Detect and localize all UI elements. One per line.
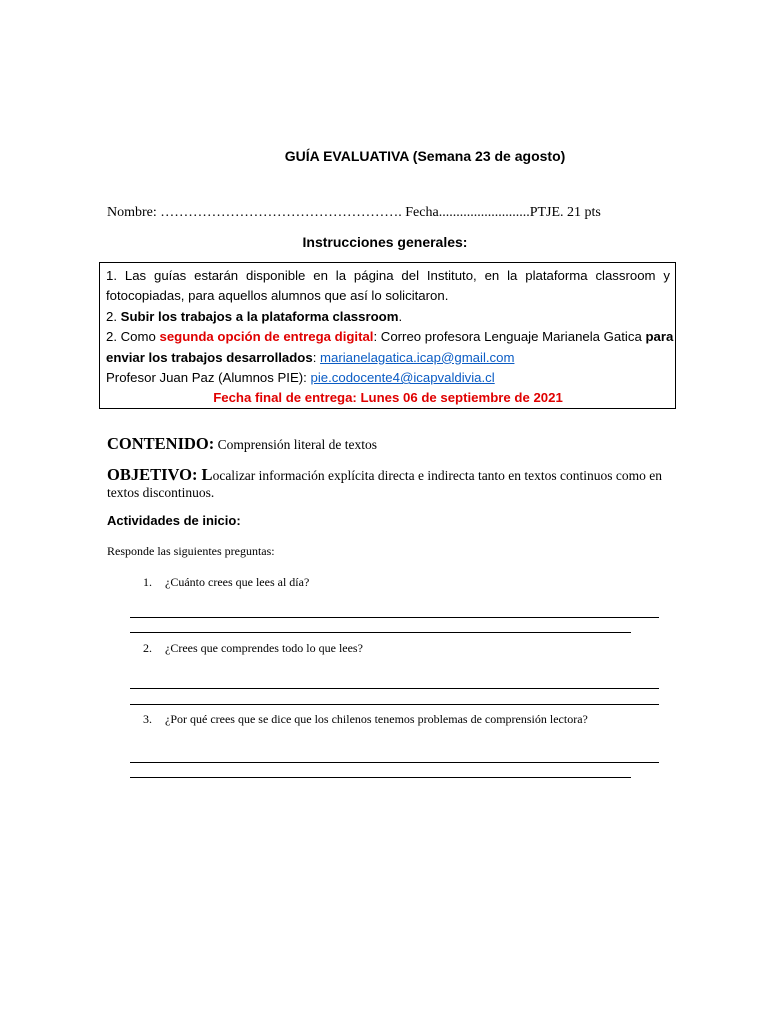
objetivo-label: OBJETIVO: L xyxy=(107,465,213,484)
instruction-line-3-start: 2. Como xyxy=(106,329,160,345)
answer-line[interactable] xyxy=(130,777,631,778)
instruction-line-3-middle: : Correo profesora Lenguaje Marianela Gatica xyxy=(373,329,646,345)
instruction-line-2-end: . xyxy=(398,308,403,324)
answer-line[interactable] xyxy=(130,688,659,689)
activities-instructions: Responde las siguientes preguntas: xyxy=(107,544,275,558)
content-line xyxy=(107,434,377,454)
activities-heading: Actividades de inicio: xyxy=(107,513,241,528)
upload-instruction: Subir los trabajos a la plataforma classroom xyxy=(120,308,399,324)
answer-line[interactable] xyxy=(130,704,659,705)
send-work-colon: : xyxy=(312,349,321,365)
instruction-line-5 xyxy=(106,368,670,388)
question-text: ¿Cuánto crees que lees al día? xyxy=(165,575,310,589)
answer-line[interactable] xyxy=(130,632,631,633)
objective-paragraph xyxy=(107,466,682,501)
question-number: 3. xyxy=(143,712,152,726)
objetivo-text: ocalizar información explícita directa e indirecta tanto en textos continuos como en textos discontinuos. xyxy=(107,468,663,500)
send-work-label: enviar los trabajos desarrollados xyxy=(106,349,313,365)
instruction-line-2-number: 2. xyxy=(106,308,121,324)
question-1 xyxy=(143,575,309,590)
contenido-label: CONTENIDO: xyxy=(107,434,215,453)
page-title: GUÍA EVALUATIVA (Semana 23 de agosto) xyxy=(284,148,566,164)
question-number: 2. xyxy=(143,641,152,655)
second-option-highlight: segunda opción de entrega digital xyxy=(159,329,374,345)
deadline-text: Fecha final de entrega: Lunes 06 de septiembre de 2021 xyxy=(213,390,563,406)
instructions-heading: Instrucciones generales: xyxy=(302,234,468,250)
teacher-email-link[interactable]: marianelagatica.icap@gmail.com xyxy=(320,349,515,365)
answer-line[interactable] xyxy=(130,762,659,763)
instruction-line-3 xyxy=(106,327,674,347)
instruction-line-2 xyxy=(106,307,670,327)
instruction-line-1b: fotocopiadas, para aquellos alumnos que así lo solicitaron. xyxy=(106,288,449,304)
question-number: 1. xyxy=(143,575,152,589)
answer-line[interactable] xyxy=(130,617,659,618)
pie-teacher-label: Profesor Juan Paz (Alumnos PIE): xyxy=(106,370,311,386)
question-2 xyxy=(143,641,363,656)
name-date-score-line: Nombre: ……………………………………………. Fecha..........................PTJE. 21 pts xyxy=(107,205,601,220)
question-text: ¿Por qué crees que se dice que los chilenos tenemos problemas de comprensión lectora? xyxy=(165,712,588,726)
instructions-box xyxy=(99,262,676,409)
question-3 xyxy=(143,712,588,727)
contenido-text: Comprensión literal de textos xyxy=(214,437,377,452)
instruction-line-3-end: para xyxy=(645,329,674,345)
instruction-line-1a: 1. Las guías estarán disponible en la página del Instituto, en la plataforma classroom y xyxy=(106,268,670,283)
question-text: ¿Crees que comprendes todo lo que lees? xyxy=(165,641,363,655)
pie-email-link[interactable]: pie.codocente4@icapvaldivia.cl xyxy=(310,370,495,386)
instruction-line-4 xyxy=(106,348,670,368)
